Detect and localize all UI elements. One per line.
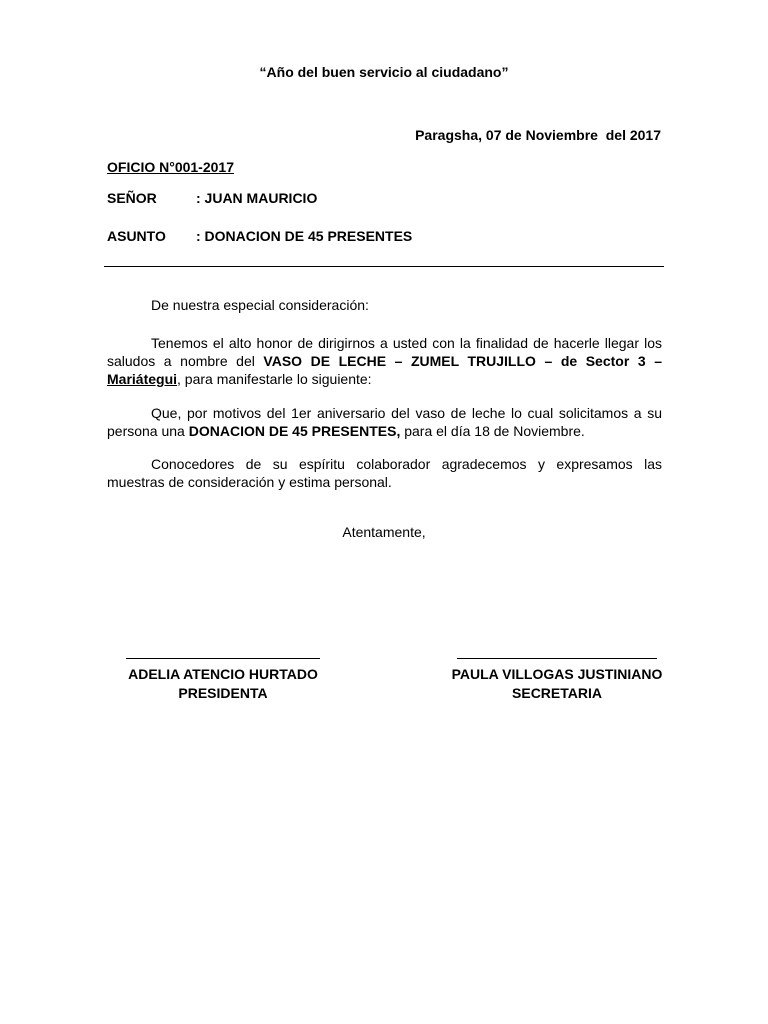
paragraph-request-text-start: Que, por motivos del 1er aniversario del vaso de leche lo cual solicitamos a su persona una — [107, 405, 662, 439]
recipient-value: : JUAN MAURICIO — [196, 190, 318, 206]
donation-request: DONACION DE 45 PRESENTES, — [188, 423, 401, 439]
signer-name-right: PAULA VILLOGAS JUSTINIANO — [451, 666, 663, 682]
organization-sector: Mariátegui — [107, 371, 178, 387]
recipient-row — [107, 190, 317, 206]
paragraph-request-text-end: para el día 18 de Noviembre. — [400, 423, 585, 439]
header-divider — [104, 266, 664, 267]
organization-name: VASO DE LECHE – ZUMEL TRUJILLO – de Sector 3 – — [263, 353, 662, 369]
signer-name-left: ADELIA ATENCIO HURTADO — [128, 666, 318, 682]
signature-line-right — [457, 658, 657, 659]
signer-role-right: SECRETARIA — [512, 685, 602, 701]
subject-value: : DONACION DE 45 PRESENTES — [196, 228, 413, 244]
paragraph-thanks: Conocedores de su espíritu colaborador agradecemos y expresamos las muestras de consideración y estima personal. — [107, 456, 662, 490]
paragraph-request — [107, 404, 662, 440]
signature-line-left — [126, 658, 320, 659]
greeting-paragraph: De nuestra especial consideración: — [151, 297, 369, 313]
motto-heading: “Año del buen servicio al ciudadano” — [259, 64, 509, 80]
recipient-label: SEÑOR — [107, 190, 157, 206]
signature-block-right — [442, 658, 672, 703]
date-place-line: Paragsha, 07 de Noviembre del 2017 — [415, 127, 661, 143]
paragraph-intro-text-end: , para manifestarle lo siguiente: — [177, 371, 372, 387]
subject-row — [107, 228, 412, 244]
signer-role-left: PRESIDENTA — [178, 685, 268, 701]
closing-salutation: Atentamente, — [342, 524, 426, 540]
signature-block-left — [108, 658, 338, 703]
oficio-number: OFICIO N°001-2017 — [107, 159, 234, 175]
subject-label: ASUNTO — [107, 228, 166, 244]
paragraph-intro-text-start: Tenemos el alto honor de dirigirnos a usted con la finalidad de hacerle llegar los saludos a nombre del — [107, 335, 662, 369]
paragraph-intro — [107, 334, 662, 388]
